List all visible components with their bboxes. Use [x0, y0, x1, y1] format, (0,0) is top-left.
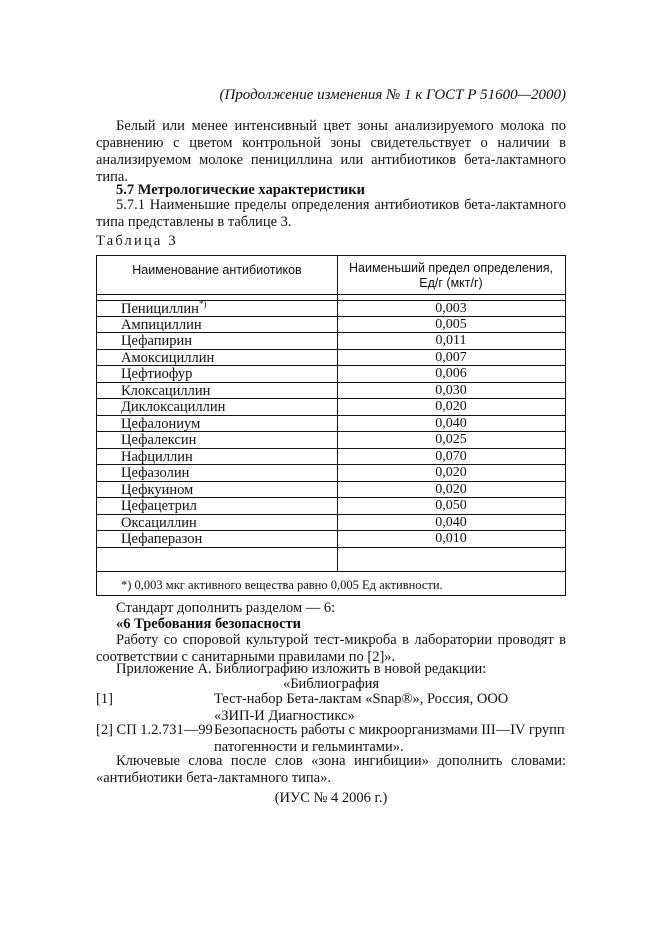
header-col-limit-line1: Наименьший предел определения, — [349, 261, 553, 275]
table-row — [97, 383, 565, 400]
table-row — [97, 531, 565, 548]
table-row — [97, 317, 565, 334]
table-row — [97, 366, 565, 383]
detection-limit: 0,007 — [435, 349, 467, 365]
page-header: (Продолжение изменения № 1 к ГОСТ Р 51600—2000) — [219, 87, 566, 103]
antibiotic-name-text: Нафциллин — [121, 448, 193, 465]
antibiotic-name-text: Амоксициллин — [121, 349, 215, 366]
footnote-text: *) 0,003 мкг активного вещества равно 0,005 Ед активности. — [121, 578, 443, 592]
table-row — [97, 515, 565, 532]
table-row — [97, 350, 565, 367]
detection-limit: 0,040 — [435, 415, 467, 431]
antibiotic-name — [121, 317, 202, 333]
detection-limit: 0,020 — [435, 399, 467, 414]
bib-2-line2: патогенности и гельминтами». — [214, 739, 404, 755]
antibiotic-name — [121, 350, 214, 366]
detection-limit: 0,070 — [435, 448, 467, 464]
bib-1-number: [1] — [96, 691, 113, 707]
detection-limit: 0,030 — [435, 382, 467, 398]
table-footnote — [97, 571, 565, 597]
antibiotic-name-text: Клоксациллин — [121, 382, 211, 399]
antibiotic-name — [121, 366, 192, 382]
antibiotic-name — [121, 432, 196, 448]
section-paragraph: 5.7.1 Наименьшие пределы определения антибиотиков бета-лактамного типа представлены в таблице 3. — [96, 197, 566, 230]
safety-paragraph: Работу со споровой культурой тест-микроба в лаборатории проводят в соответствии с санитарными правилами по [2]». — [96, 632, 566, 665]
detection-limit: 0,011 — [435, 333, 467, 348]
detection-limit: 0,020 — [435, 465, 467, 480]
ius-reference: (ИУС № 4 2006 г.) — [274, 790, 388, 806]
antibiotic-name-text: Цефазолин — [121, 465, 190, 481]
antibiotic-name-text: Цефтиофур — [121, 366, 193, 382]
antibiotic-name — [121, 515, 197, 531]
table-row — [97, 449, 565, 466]
antibiotic-name — [121, 399, 225, 415]
antibiotic-name — [121, 498, 197, 514]
table-row — [97, 416, 565, 433]
bib-1-text — [214, 691, 566, 725]
detection-limit: 0,003 — [435, 301, 467, 316]
table-row — [97, 432, 565, 449]
antibiotic-name-text: Цефапирин — [121, 333, 193, 349]
detection-limit: 0,010 — [435, 531, 467, 546]
table-row — [97, 498, 565, 515]
bib-2-number: [2] СП 1.2.731—99 — [96, 722, 213, 738]
table-row — [97, 333, 565, 350]
antibiotic-name-text: Цефкуином — [121, 481, 194, 498]
table-row — [97, 465, 565, 482]
detection-limit: 0,006 — [435, 366, 467, 381]
antibiotic-name — [121, 416, 200, 432]
header-col-limit-line2: Ед/г (мкт/г) — [419, 276, 483, 290]
bibliography-title: «Библиография — [282, 676, 380, 692]
table-row — [97, 300, 565, 317]
antibiotic-name — [121, 531, 202, 547]
antibiotic-name-text: Оксациллин — [121, 514, 197, 531]
bib-2-line1: Безопасность работы с микроорганизмами III—IV групп — [214, 722, 565, 738]
antibiotic-name — [121, 383, 210, 399]
table-row — [97, 399, 565, 416]
section-heading: 5.7 Метрологические характеристики — [116, 182, 365, 198]
bib-2-text — [214, 722, 566, 756]
safety-heading: «6 Требования безопасности — [116, 616, 301, 632]
header-col-name: Наименование антибиотиков — [132, 263, 302, 277]
table-row — [97, 482, 565, 499]
antibiotic-name-text: Цефацетрил — [121, 498, 197, 514]
antibiotic-name-text: Цефаперазон — [121, 531, 203, 547]
keywords-paragraph: Ключевые слова после слов «зона ингибиции» дополнить словами: «антибиотики бета-лактамного типа». — [96, 753, 566, 786]
bib-1-line1: Тест-набор Бета-лактам «Snap®», Россия, ООО — [214, 691, 509, 707]
detection-limit: 0,050 — [435, 498, 467, 513]
header-col-limit — [337, 261, 565, 291]
antibiotics-table — [96, 255, 566, 596]
antibiotic-name-text: Цефалексин — [121, 432, 197, 448]
antibiotic-name — [121, 333, 192, 349]
antibiotic-name — [121, 465, 189, 481]
bib-1-line2: «ЗИП-И Диагностикс» — [214, 708, 355, 724]
table-title: Таблица 3 — [96, 233, 178, 249]
antibiotic-name-text: Цефалониум — [121, 415, 201, 432]
appendix-line: Приложение А. Библиографию изложить в новой редакции: — [116, 661, 487, 677]
detection-limit: 0,025 — [435, 432, 467, 447]
antibiotic-name — [121, 482, 193, 498]
table-header — [97, 256, 565, 295]
detection-limit: 0,040 — [435, 514, 467, 530]
intro-paragraph: Белый или менее интенсивный цвет зоны анализируемого молока по сравнению с цветом контрольной зоны свидетельствует о наличии в анализируемом молоке пенициллина или антибиотиков бета-лактамного типа. — [96, 118, 566, 185]
detection-limit: 0,005 — [435, 316, 467, 332]
antibiotic-name-text: Пенициллин — [121, 301, 199, 317]
detection-limit: 0,020 — [435, 481, 467, 497]
footnote-marker: *) — [198, 299, 207, 310]
supplement-line: Стандарт дополнить разделом — 6: — [116, 600, 336, 616]
table-body — [97, 300, 565, 548]
antibiotic-name — [121, 301, 206, 317]
antibiotic-name-text: Диклоксациллин — [121, 399, 226, 415]
antibiotic-name — [121, 449, 193, 465]
antibiotic-name-text: Ампициллин — [121, 316, 202, 333]
